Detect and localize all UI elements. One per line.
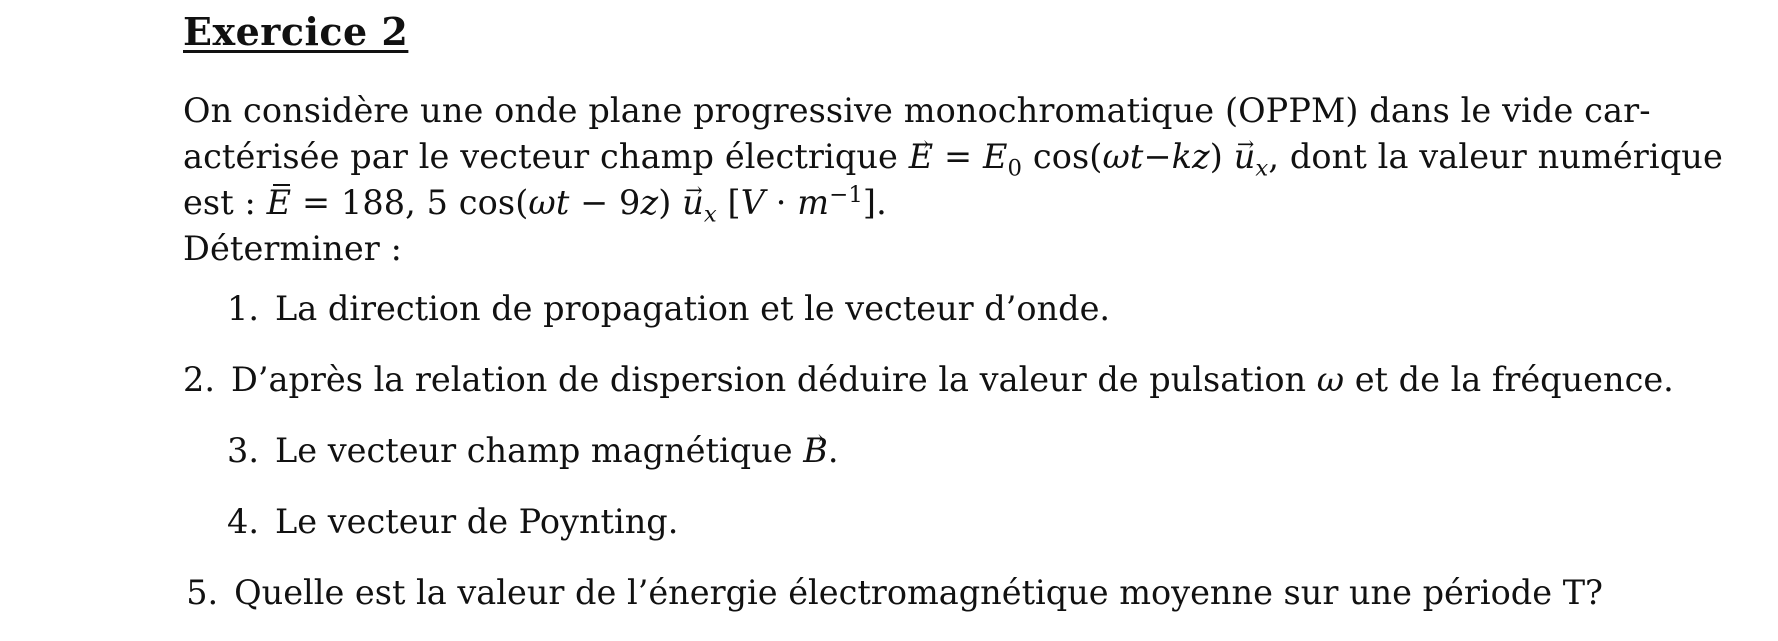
amplitude-subscript: 0 (1007, 155, 1023, 182)
omega-symbol: ω (1316, 360, 1345, 399)
unit-vector-subscript: x (1255, 155, 1269, 182)
question-text (231, 357, 1674, 403)
unit-bracket: [ (716, 183, 741, 222)
unit-bracket: ]. (862, 183, 887, 222)
magnetic-field-vector: → B (803, 428, 828, 474)
unit-vector-u: → u (1234, 134, 1256, 180)
statement-text: est : (183, 183, 267, 222)
close-paren: ) (1209, 137, 1234, 176)
unit-volt: V (740, 183, 766, 222)
wave-number-term: − 9 (569, 183, 641, 222)
numeric-equation: = 188, 5 cos( (291, 183, 529, 222)
statement-line-2 (183, 134, 1723, 182)
exercise-document (183, 6, 1723, 641)
z-variable: z (640, 183, 659, 222)
question-number: 3. (227, 431, 259, 470)
unit-vector-subscript: x (703, 201, 717, 228)
electric-field-vector: → E (909, 134, 934, 180)
question-text-part: . (827, 431, 839, 470)
question-text-part: Le vecteur champ magnétique (275, 431, 804, 470)
unit-dot: · (765, 183, 798, 222)
question-number: 4. (227, 502, 259, 541)
unit-exponent: −1 (829, 181, 863, 208)
phase-argument: ωt (528, 183, 570, 222)
unit-meter: m (797, 183, 830, 222)
list-item (183, 286, 1603, 357)
question-text: La direction de propagation et le vecteur d’onde. (275, 289, 1111, 328)
numeric-field-symbol: E (267, 180, 292, 226)
question-text: Le vecteur de Poynting. (275, 502, 679, 541)
question-text-part: et de la fréquence. (1344, 360, 1674, 399)
statement-line-4: Déterminer : (183, 229, 403, 268)
list-item (183, 499, 1603, 570)
question-list (183, 286, 1674, 641)
phase-argument: ωt−kz (1102, 137, 1210, 176)
question-number: 1. (227, 289, 259, 328)
statement-line-1: On considère une onde plane progressive monochromatique (OPPM) dans le vide car- (183, 91, 1651, 130)
list-item (183, 428, 1603, 499)
question-text: Quelle est la valeur de l’énergie électromagnétique moyenne sur une période T? (234, 573, 1603, 612)
unit-vector-u: → u (682, 180, 704, 226)
statement-text: actérisée par le vecteur champ électrique (183, 137, 909, 176)
equals-sign: = (933, 137, 983, 176)
close-paren: ) (658, 183, 683, 222)
question-number: 5. (186, 573, 219, 612)
amplitude-symbol: E (982, 137, 1008, 176)
cos-function: cos( (1022, 137, 1103, 176)
statement-line-3 (183, 180, 1603, 226)
question-number: 2. (183, 360, 215, 399)
question-text (275, 428, 838, 474)
list-item (183, 357, 1674, 428)
statement-text: , dont la valeur numérique (1268, 137, 1723, 176)
problem-statement (183, 88, 1723, 272)
question-text-part: D’après la relation de dispersion déduire la valeur de pulsation (230, 360, 1317, 399)
list-item (183, 570, 1603, 641)
exercise-title: Exercice 2 (183, 9, 409, 54)
